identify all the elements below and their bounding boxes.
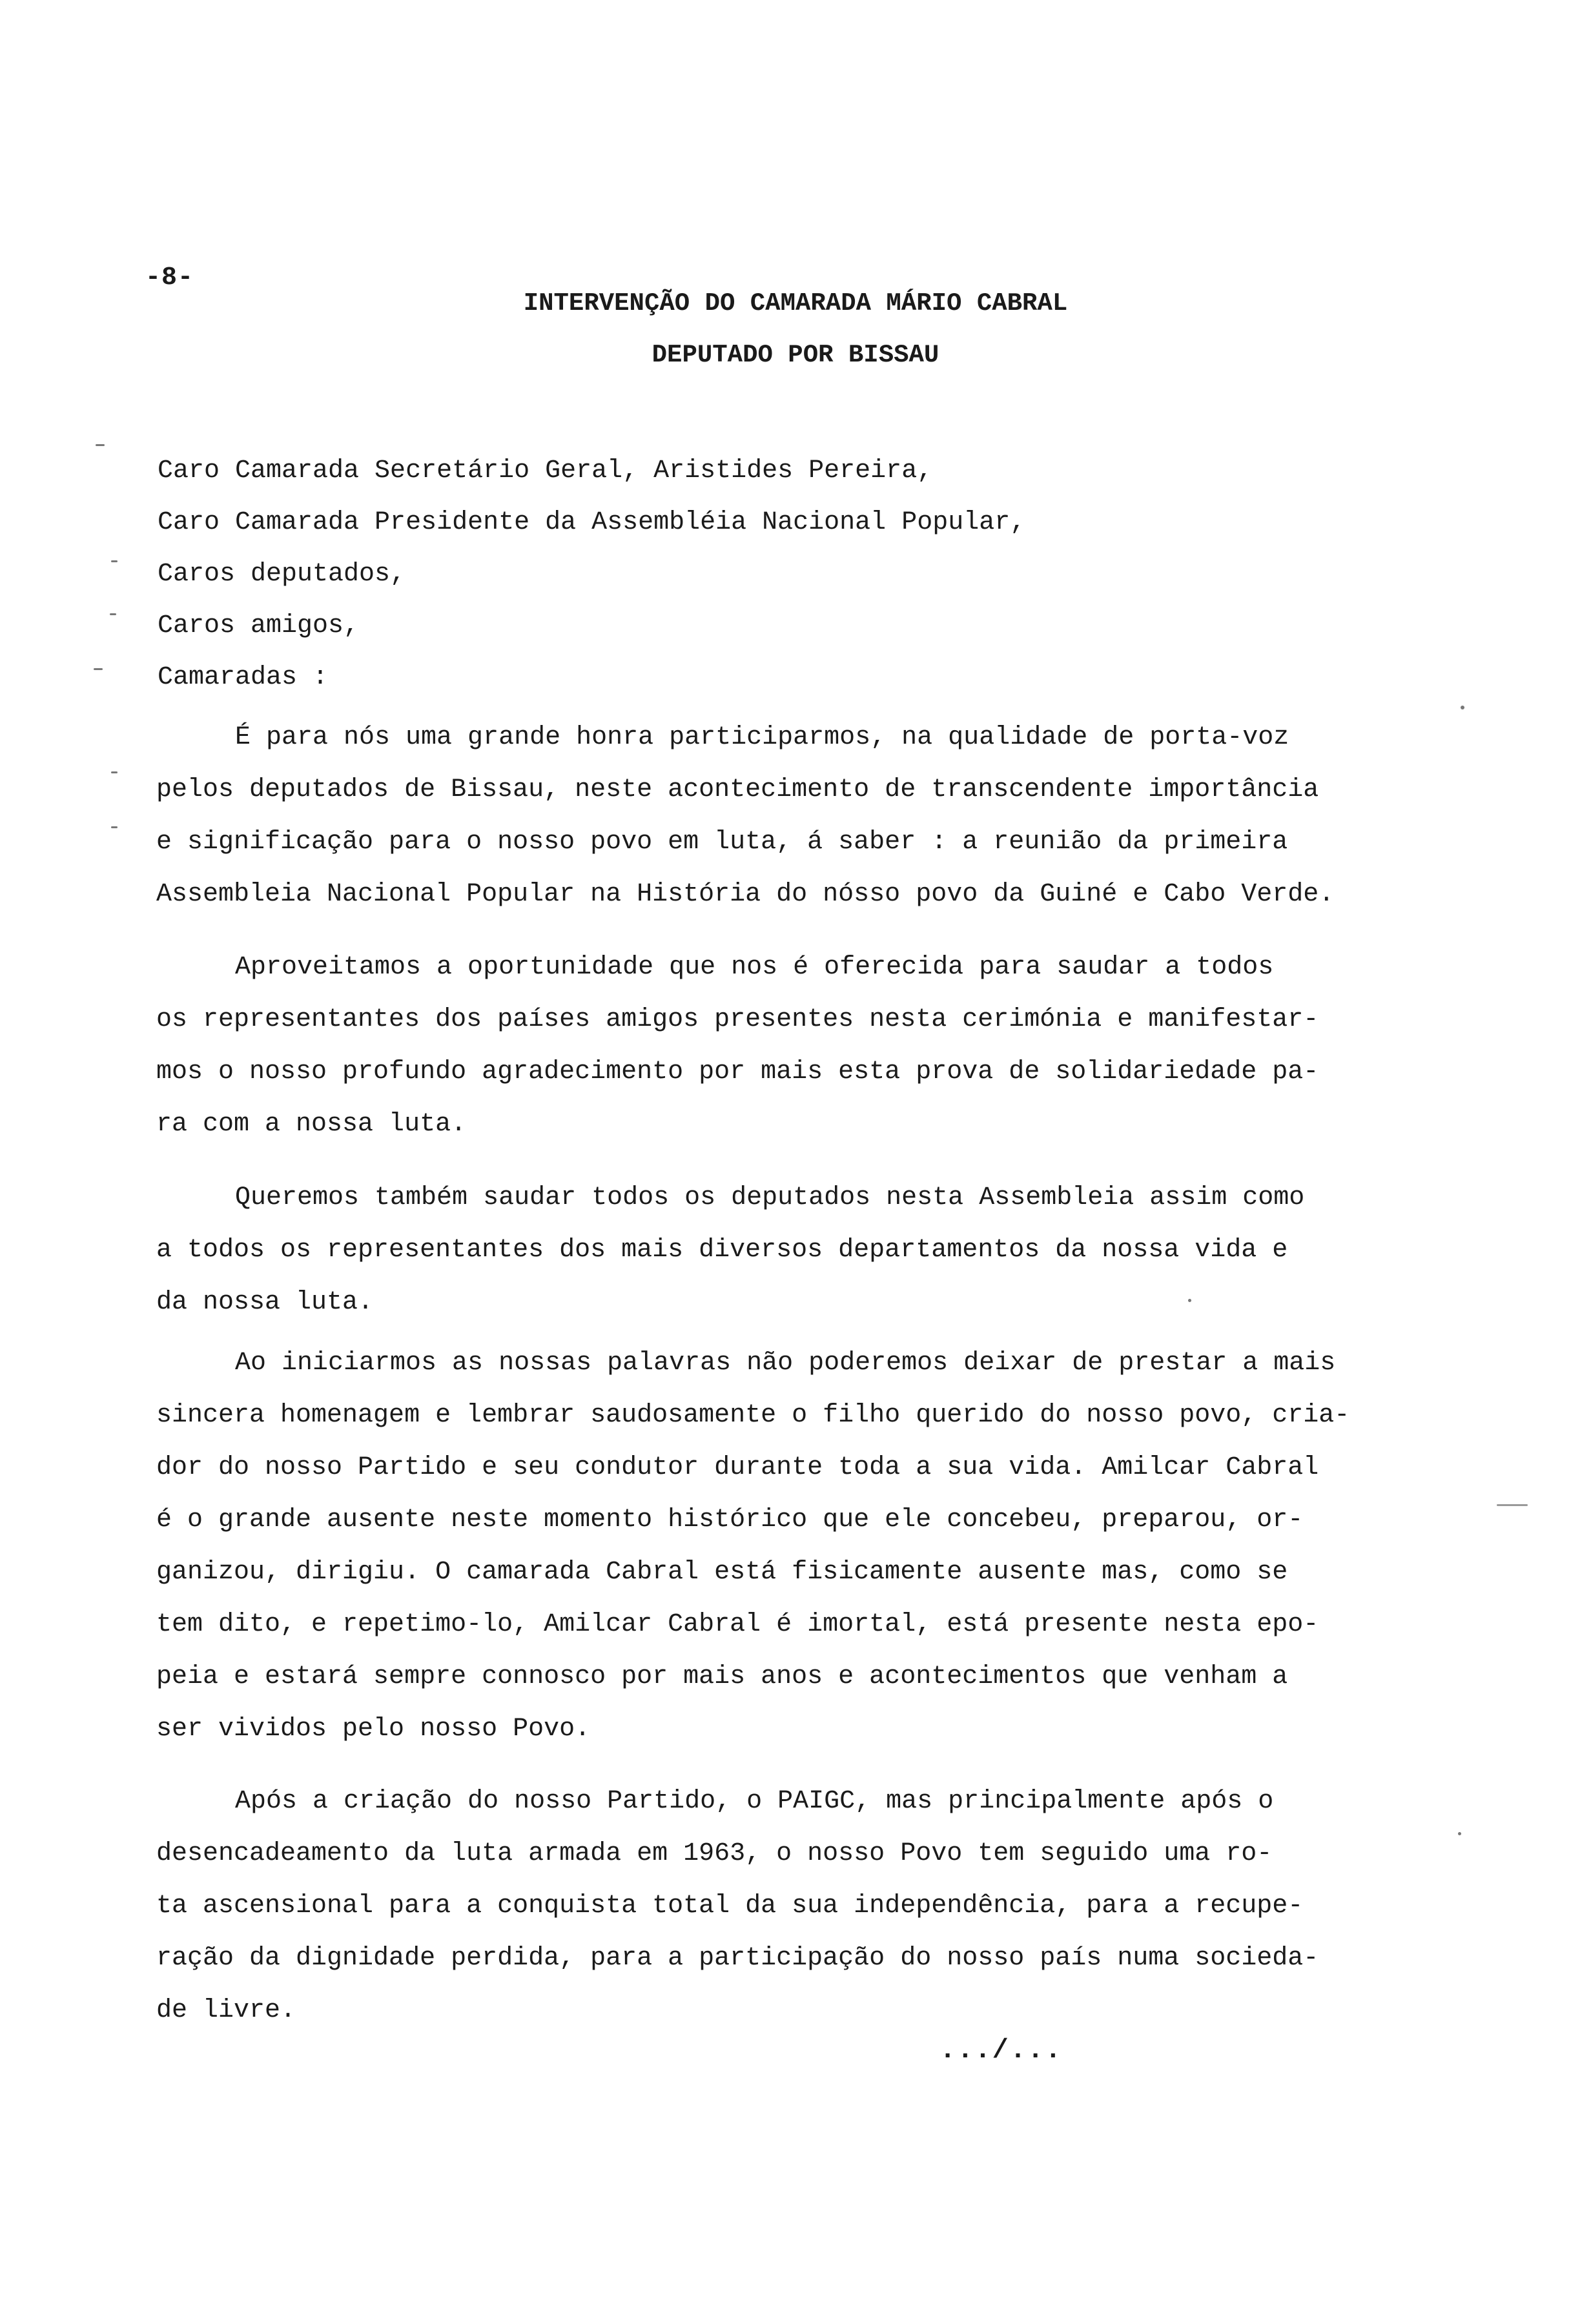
salutation-line: Camaradas : — [158, 663, 329, 692]
paragraph-4 — [156, 1337, 1383, 1755]
page-number: -8- — [145, 263, 194, 292]
text-line: ta ascensional para a conquista total da sua independência, para a recupe- — [156, 1891, 1304, 1921]
text-line: sincera homenagem e lembrar saudosamente o filho querido do nosso povo, cria- — [156, 1401, 1350, 1430]
scan-speck — [111, 771, 118, 773]
text-line: Após a criação do nosso Partido, o PAIGC, mas principalmente após o — [235, 1787, 1274, 1816]
continuation-mark: .../... — [939, 2035, 1063, 2066]
text-line: Queremos também saudar todos os deputados nesta Assembleia assim como — [235, 1183, 1305, 1212]
speech-subtitle: DEPUTADO POR BISSAU — [652, 341, 939, 369]
text-line: mos o nosso profundo agradecimento por mais esta prova de solidariedade pa- — [156, 1057, 1319, 1086]
scan-speck — [110, 613, 116, 615]
scan-speck — [96, 444, 105, 446]
text-line: Aproveitamos a oportunidade que nos é oferecida para saudar a todos — [235, 953, 1274, 982]
text-line: Assembleia Nacional Popular na História do nósso povo da Guiné e Cabo Verde. — [156, 880, 1335, 909]
scan-speck — [1461, 706, 1464, 709]
speech-title: INTERVENÇÃO DO CAMARADA MÁRIO CABRAL — [523, 289, 1068, 318]
salutation-block — [158, 445, 1025, 704]
text-line: da nossa luta. — [156, 1288, 374, 1317]
scan-speck — [1188, 1299, 1191, 1302]
scan-speck — [94, 668, 103, 670]
text-line: os representantes dos países amigos presentes nesta cerimónia e manifestar- — [156, 1005, 1319, 1034]
scan-speck — [1458, 1832, 1461, 1835]
text-line: a todos os representantes dos mais diversos departamentos da nossa vida e — [156, 1236, 1288, 1265]
text-line: Ao iniciarmos as nossas palavras não poderemos deixar de prestar a mais — [235, 1349, 1336, 1378]
paragraph-5 — [156, 1775, 1383, 2037]
text-line: ração da dignidade perdida, para a participação do nosso país numa socieda- — [156, 1944, 1319, 1973]
text-line: pelos deputados de Bissau, neste acontecimento de transcendente importância — [156, 775, 1319, 804]
scan-speck — [1497, 1504, 1528, 1506]
paragraph-3 — [156, 1172, 1383, 1329]
salutation-line: Caro Camarada Presidente da Assembléia Nacional Popular, — [158, 508, 1026, 537]
salutation-line: Caro Camarada Secretário Geral, Aristides Pereira, — [158, 456, 933, 485]
text-line: dor do nosso Partido e seu condutor durante toda a sua vida. Amilcar Cabral — [156, 1453, 1319, 1482]
text-line: e significação para o nosso povo em luta, á saber : a reunião da primeira — [156, 828, 1288, 857]
salutation-line: Caros amigos, — [158, 611, 360, 640]
paragraph-2 — [156, 941, 1383, 1150]
text-line: desencadeamento da luta armada em 1963, o nosso Povo tem seguido uma ro- — [156, 1839, 1273, 1868]
text-line: ra com a nossa luta. — [156, 1110, 467, 1139]
text-line: ganizou, dirigiu. O camarada Cabral está fisicamente ausente mas, como se — [156, 1558, 1288, 1587]
text-line: tem dito, e repetimo-lo, Amilcar Cabral é imortal, está presente nesta epo- — [156, 1610, 1319, 1639]
salutation-line: Caros deputados, — [158, 560, 406, 589]
text-line: ser vividos pelo nosso Povo. — [156, 1715, 591, 1744]
text-line: É para nós uma grande honra participarmos, na qualidade de porta-voz — [235, 723, 1289, 752]
paragraph-1 — [156, 711, 1383, 921]
scan-speck — [111, 560, 118, 562]
text-line: de livre. — [156, 1996, 296, 2025]
text-line: é o grande ausente neste momento histórico que ele concebeu, preparou, or- — [156, 1505, 1304, 1534]
scan-speck — [111, 826, 118, 828]
text-line: peia e estará sempre connosco por mais anos e acontecimentos que venham a — [156, 1662, 1288, 1691]
